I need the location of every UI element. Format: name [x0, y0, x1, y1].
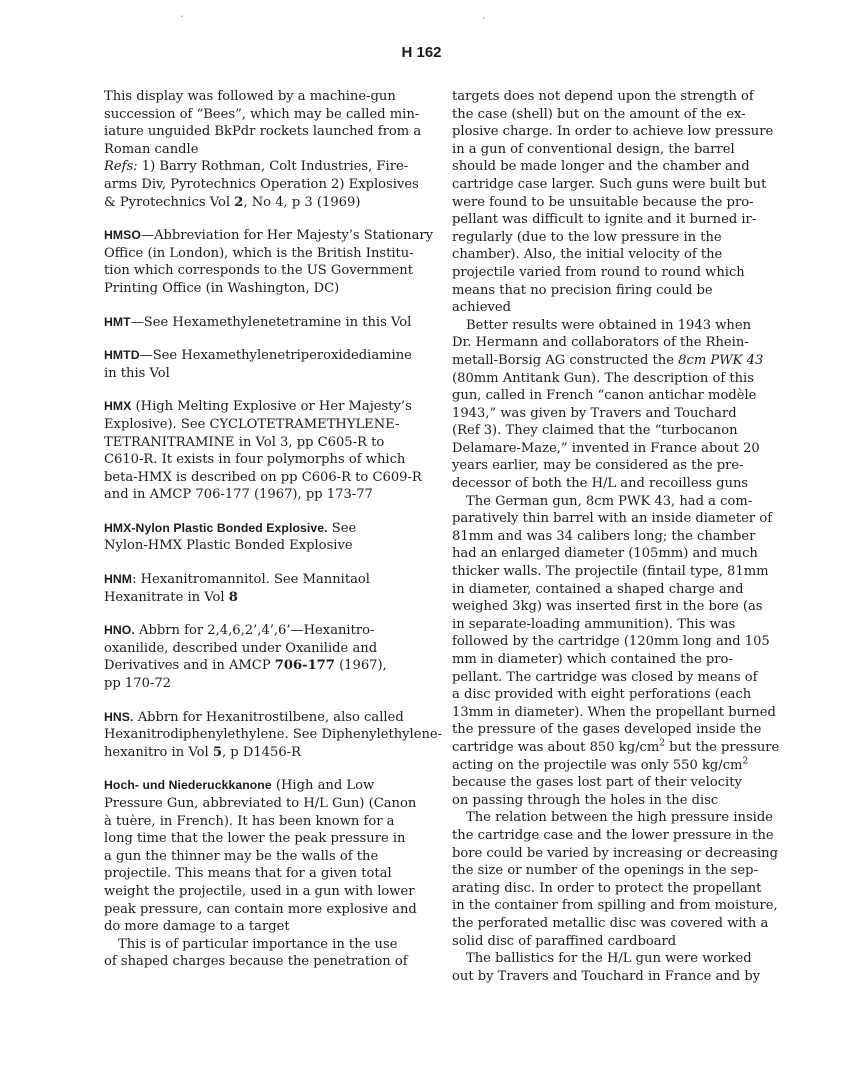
page-header: H 162 [401, 44, 442, 61]
entry-hmt: HMT—See Hexamethylenetetramine in this Vol [104, 314, 412, 330]
term-hmso: HMSO [104, 228, 141, 243]
entry-hmtd: HMTD—See Hexamethylenetriperoxidediamine in this Vol [104, 348, 412, 381]
refs-line: Refs: 1) Barry Rothman, Colt Industries, Fire- [104, 159, 409, 175]
entry-hns: HNS. Abbrn for Hexanitrostilbene, also called Hexanitrodiphenylethylene. See Diphenylethylene- hexanitro in Vol 5, p D1456-R [104, 709, 443, 760]
term-hoch-niederuckkanone: Hoch- und Niederuckkanone [104, 778, 272, 793]
term-hmtd: HMTD [104, 348, 140, 363]
scan-speck: · [482, 12, 486, 25]
paragraph-german-gun: The German gun, 8cm PWK 43, had a com- paratively thin barrel with an inside diameter of 81mm and was 34 calibers long; the chamber had an enlarged diameter (105mm) and much thicker walls. The projectile (fintail type, 81mm in diameter, contained a shaped charge and weighed 3kg) was inserted first in the bore (as in separate-loading ammunition). This was followed by the cartridge (120mm long and 105 mm in diameter) which contained the pro- pellant. The cartridge was closed by means of a disc provided with eight perforations (each 13mm in diameter). When the propellant burned the pressure of the gases developed inside the cartridge was about 850 $kg/cm^2$ but the pressure acting on the projectile was only 550 $kg/cm^2$ because the gases lost part of their velocity on passing through the holes in the disc [452, 493, 780, 808]
paragraph-low-pressure-design: targets does not depend upon the strength of the case (shell) but on the amount of the ex- plosive charge. In order to achieve low pressure in a gun of conventional design, the barrel should be made longer and the chamber and cartridge case larger. Such guns were built but were found to be unsuitable because the pro- pellant was difficult to ignite and it burned ir- regularly (due to the low pressure in the chamber). Also, the initial velocity of the projectile varied from round to round which means that no precision firing could be achieved [452, 89, 774, 316]
entry-hmx: HMX (High Melting Explosive or Her Majesty’s Explosive). See CYCLOTETRAMETHYLENE- TETRANITRAMINE in Vol 3, pp C605-R to C610-R. It exists in four polymorphs of which beta-HMX is described on pp C606-R to C609-R and in AMCP 706-177 (1967), pp 173-77 [104, 399, 422, 503]
term-hns: HNS. [104, 709, 134, 724]
entry-hoch-niederuckkanone: Hoch- und Niederuckkanone (High and Low Pressure Gun, abbreviated to H/L Gun) (Canon à tuère, in French). It has been known for a long time that the lower the peak pressure in a gun the thinner may be the walls of the projectile. This means that for a given total weight the projectile, used in a gun with lower peak pressure, can contain more explosive and do more damage to a target This is of particular importance in the use of shaped charges because the penetration of [104, 778, 417, 970]
entry-hno: HNO. Abbrn for 2,4,6,2’,4’,6’—Hexanitro- oxanilide, described under Oxanilide and Derivatives and in AMCP 706-177 (1967), pp 170-72 [104, 623, 387, 692]
entry-hmso: HMSO—Abbreviation for Her Majesty’s Stationary Office (in London), which is the British Institu- tion which corresponds to the US Government Printing Office (in Washington, DC) [104, 228, 434, 296]
term-hno: HNO. [104, 623, 135, 638]
gun-designation: 8cm PWK 43 [678, 352, 764, 368]
paragraph-pwk43-history: Better results were obtained in 1943 when Dr. Hermann and collaborators of the Rhein- metall-Borsig AG constructed the 8cm PWK 43 (80mm Antitank Gun). The description of this gun, called in French “canon antichar modèle 1943,” was given by Travers and Touchard (Ref 3). They claimed that the “turbocanon Delamare-Maze,” invented in France about 20 years earlier, may be considered as the pre- decessor of both the H/L and recoilless guns [452, 317, 764, 492]
paragraph-ballistics: The ballistics for the H/L gun were worked out by Travers and Touchard in France and by [452, 951, 761, 984]
term-hmx: HMX [104, 399, 132, 414]
paragraph-pressure-relation: The relation between the high pressure inside the cartridge case and the lower pressure in the bore could be varied by increasing or decreasing the size or number of the openings in the sep- arating disc. In order to protect the propellant in the container from spilling and from moisture, the perforated metallic disc was covered with a solid disc of paraffined cardboard [452, 810, 778, 949]
term-hmx-nylon: HMX-Nylon Plastic Bonded Explosive. [104, 520, 328, 535]
entry-hnm: HNM: Hexanitromannitol. See Mannitaol Hexanitrate in Vol 8 [104, 572, 370, 605]
term-hmt: HMT [104, 314, 131, 329]
left-column [104, 88, 443, 971]
refs-label: Refs: [104, 159, 138, 175]
right-column [452, 88, 780, 985]
term-hnm: HNM [104, 572, 133, 587]
entry-hmx-nylon: HMX-Nylon Plastic Bonded Explosive. See Nylon-HMX Plastic Bonded Explosive [104, 520, 357, 554]
intro-paragraph: This display was followed by a machine-gun succession of “Bees”, which may be called min- iature unguided BkPdr rockets launched from a Roman candle Refs: 1) Barry Rothman, Colt Industries, Fire- arms Div, Pyrotechnics Operation 2) Explosives & Pyrotechnics Vol 2, No 4, p 3 (1969) [104, 89, 422, 210]
scan-speck: · [180, 10, 184, 23]
